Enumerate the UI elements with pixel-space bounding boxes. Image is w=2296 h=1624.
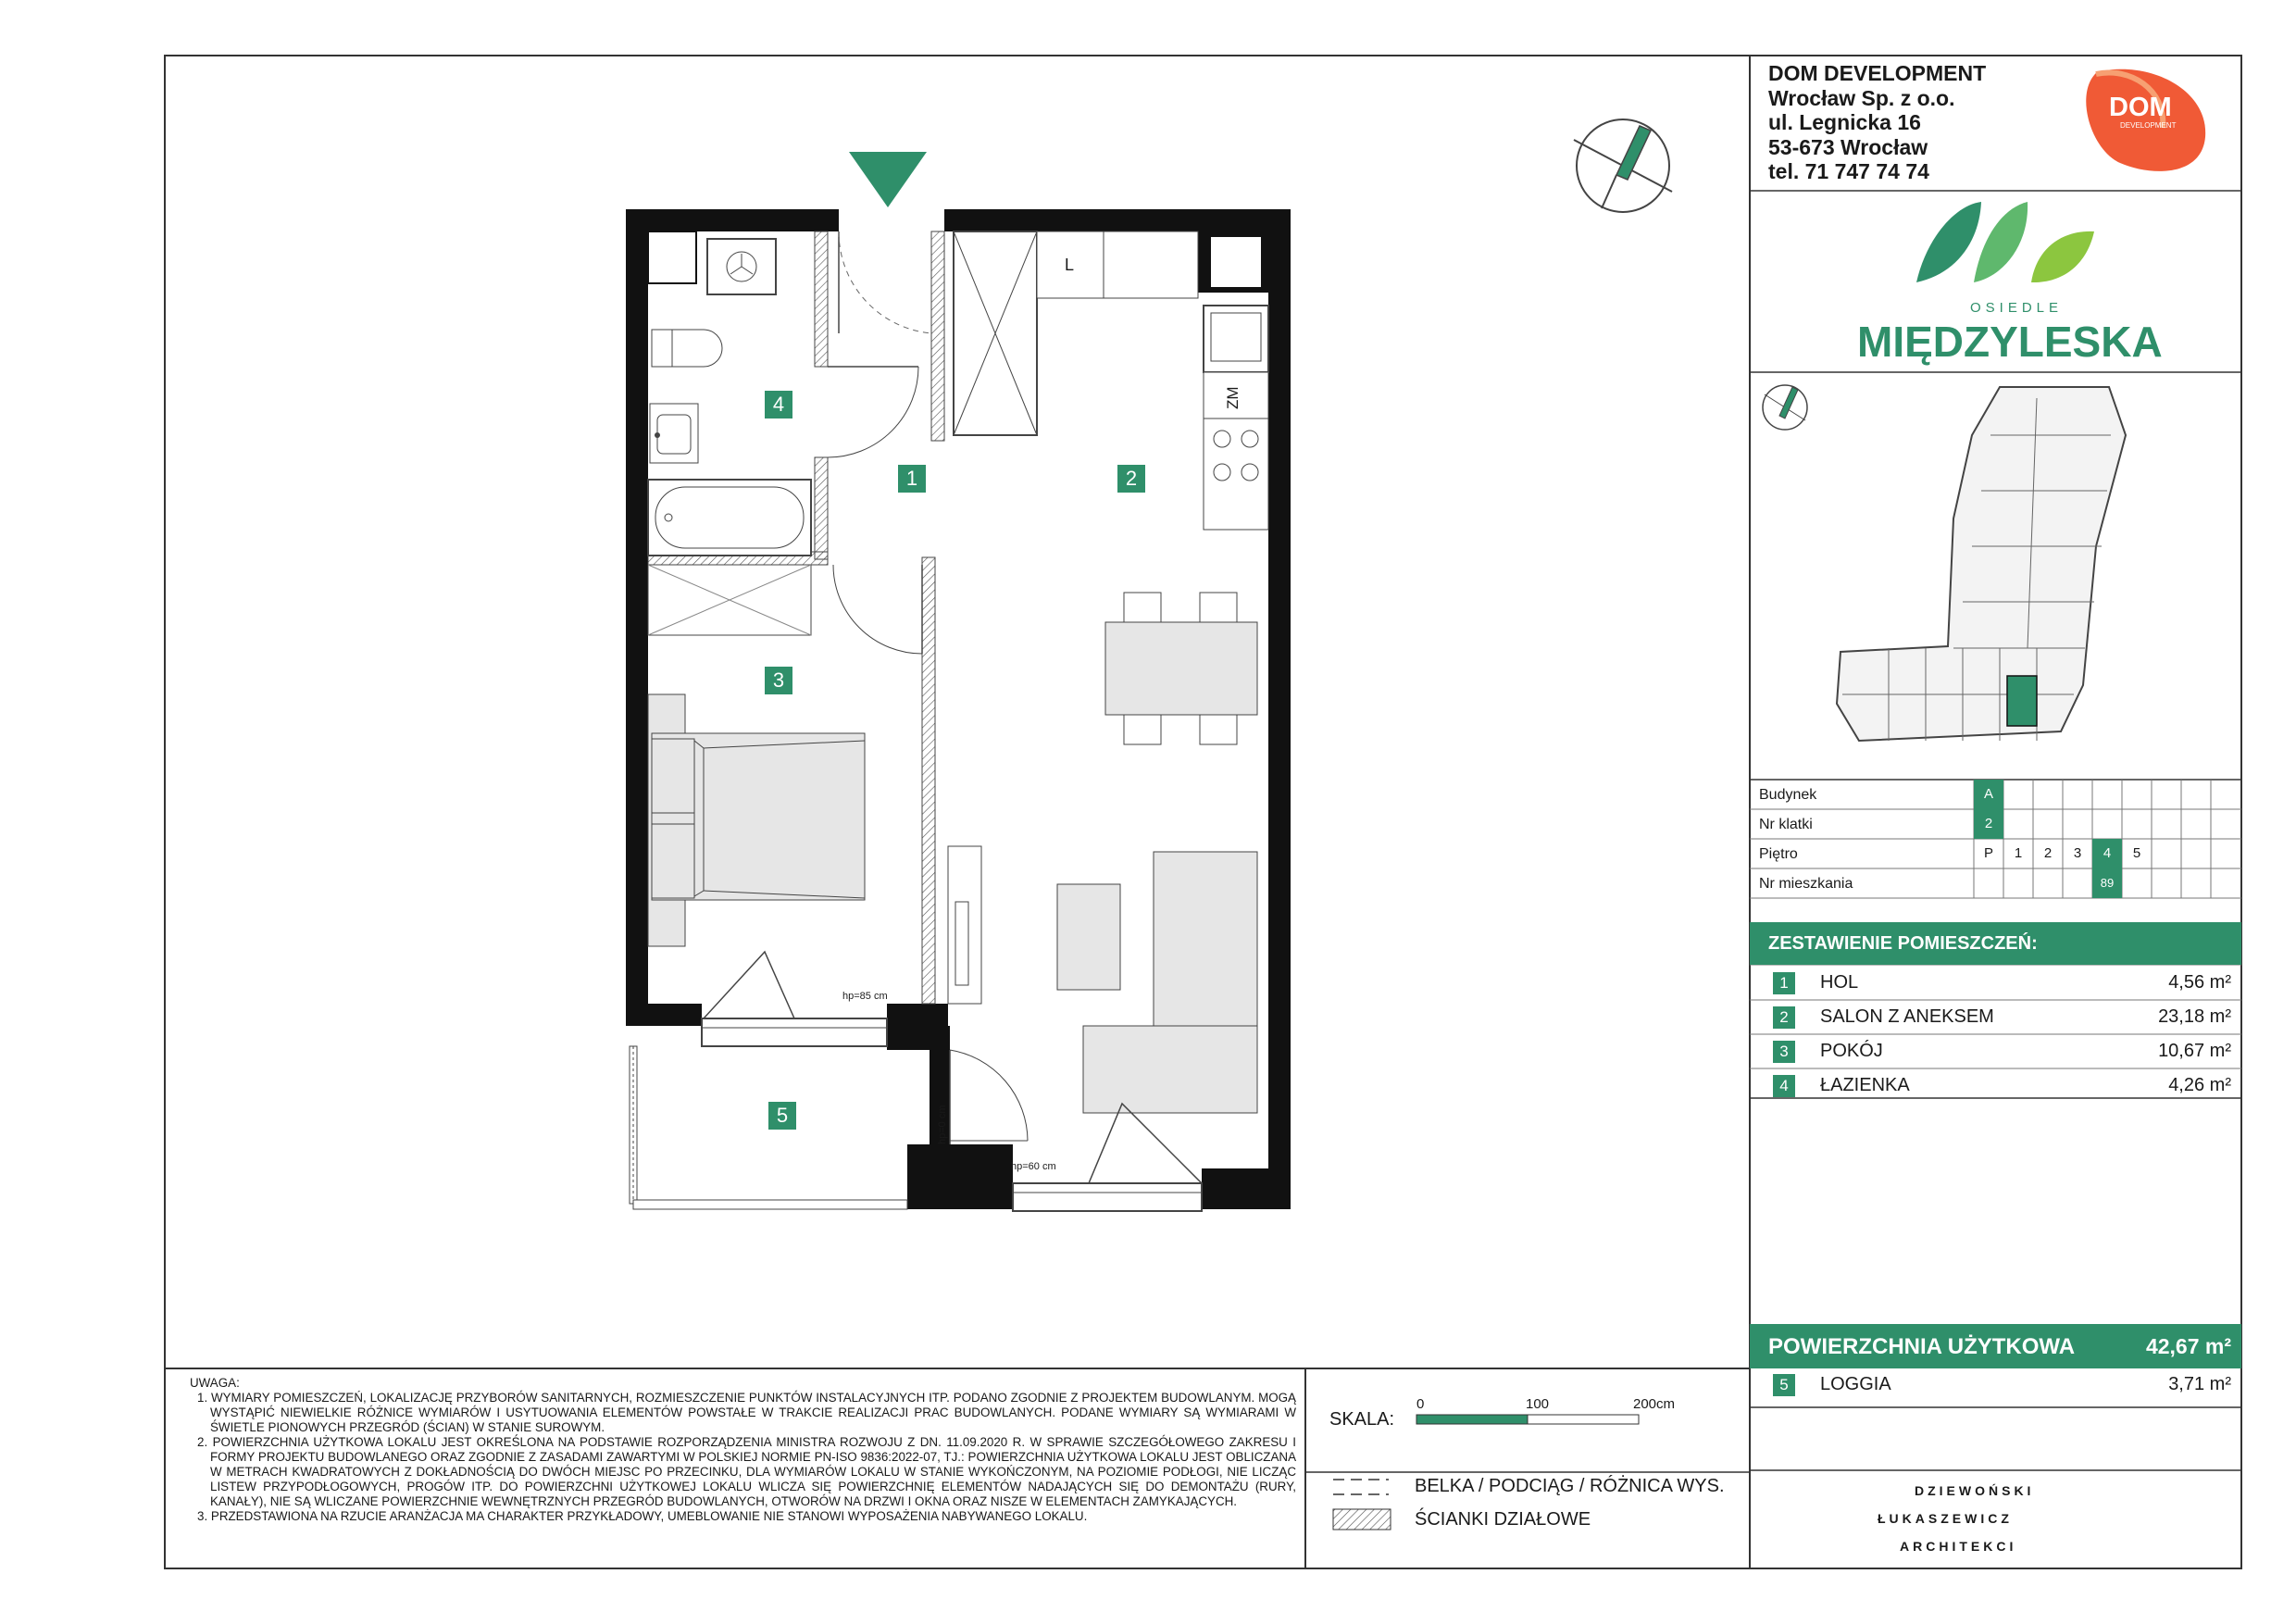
scale-label: SKALA: [1329, 1409, 1395, 1430]
room-name: HOL [1820, 972, 1859, 993]
room-area: 23,18 m² [2158, 1006, 2231, 1027]
note-item: 3. PRZEDSTAWIONA NA RZUCIE ARANŻACJA MA CHARAKTER PRZYKŁADOWY, UMEBLOWANIE NIE STANOWI WYPOSAŻENIA NABYWANEGO LOKALU. [197, 1509, 1088, 1523]
info-row-building [1750, 780, 2240, 809]
staircase-value: 2 [1974, 809, 2003, 839]
estate-name: MIĘDZYLESKA [1857, 318, 2163, 366]
room-number: 1 [1773, 972, 1795, 994]
company-street: ul. Legnicka 16 [1768, 110, 1921, 134]
dishwasher-label: ZM [1224, 386, 1242, 409]
sill-height-loggia-door: hp=0 cm [937, 1105, 948, 1144]
loggia-number: 5 [1773, 1374, 1795, 1396]
loggia-area: 3,71 m² [2168, 1374, 2231, 1394]
room-name: POKÓJ [1820, 1041, 1883, 1061]
legend-partition: ŚCIANKI DZIAŁOWE [1415, 1509, 1591, 1530]
architect-line: ŁUKASZEWICZ [1878, 1511, 2013, 1526]
room-label-1: 1 [898, 465, 926, 493]
loggia-row [1750, 1368, 2240, 1402]
floor-cell: 3 [2073, 845, 2082, 861]
room-label-3: 3 [765, 667, 792, 694]
floor-cell: 2 [2043, 845, 2053, 861]
floor-cell: 5 [2132, 845, 2141, 861]
info-row-floor [1750, 839, 2240, 868]
room-name: SALON Z ANEKSEM [1820, 1006, 1994, 1027]
key-plan [1763, 385, 2126, 741]
architect-line: DZIEWOŃSKI [1915, 1483, 2035, 1498]
note-item: 1. WYMIARY POMIESZCZEŃ, LOKALIZACJĘ PRZYBORÓW SANITARNYCH, ROZMIESZCZENIE PUNKTÓW INSTALACYJNYCH ITP. PODANO ZGODNIE Z PROJEKTEM BUDOWLANYM. MOGĄ WYSTĄPIĆ NIEWIELKIE RÓŻNICE WYMIARÓW I USYTUOWANIA ELEMENTÓW POWSTAŁE W TRAKCIE REALIZACJI PRAC BUDOWLANYCH. PODANE WYMIARY SĄ WYMIARAMI W ŚWIETLE PIONOWYCH PRZEGRÓD (ŚCIAN) W STANIE SUROWYM. [197, 1391, 1296, 1434]
room-row [1750, 1069, 2240, 1103]
building-value: A [1974, 780, 2003, 809]
building-label: Budynek [1759, 787, 1817, 803]
company-name: DOM DEVELOPMENT [1768, 61, 1987, 85]
room-area: 10,67 m² [2158, 1041, 2231, 1061]
room-row [1750, 967, 2240, 1000]
company-entity: Wrocław Sp. z o.o. [1768, 85, 1955, 110]
notes-title: UWAGA: [190, 1376, 240, 1390]
scale-tick-0: 0 [1416, 1396, 1425, 1412]
apartment-number-label: Nr mieszkania [1759, 876, 1853, 892]
floor-cell: P [1983, 845, 1993, 861]
usable-area-label: POWIERZCHNIA UŻYTKOWA [1768, 1334, 2076, 1359]
entrance-arrow-icon [849, 152, 927, 207]
company-logo-subtext: DEVELOPMENT [2120, 121, 2177, 130]
company-logo-text: DOM [2109, 93, 2172, 122]
architect-line: ARCHITEKCI [1900, 1539, 2017, 1554]
north-arrow-icon [1574, 119, 1672, 212]
room-label-5: 5 [768, 1102, 796, 1130]
company-phone: tel. 71 747 74 74 [1768, 159, 1929, 183]
room-row [1750, 1001, 2240, 1034]
sill-height-bedroom: hp=85 cm [842, 991, 888, 1002]
room-number: 3 [1773, 1041, 1795, 1063]
note-item: 2. POWIERZCHNIA UŻYTKOWA LOKALU JEST OKREŚLONA NA PODSTAWIE ROZPORZĄDZENIA MINISTRA ROZWOJU Z DN. 11.09.2020 R. W SPRAWIE SZCZEGÓŁOWEGO ZAKRESU I FORMY PROJEKTU BUDOWLANEGO ORAZ ZGODNIE Z ZASADAMI ZAWARTYMI W POLSKIEJ NORMIE PN-ISO 9836:2022-07, TJ.: POWIERZCHNIA UŻYTKOWA LOKALU JEST OBLICZANA W METRACH KWADRATOWYCH Z DOKŁADNOŚCIĄ DO DWÓCH MIEJSC PO PRZECINKU, DLA WYMIARÓW LOKALU W STANIE WYKOŃCZONYM, NA POZIOMIE PODŁOGI, NIE LICZĄC LISTEW PRZYPODŁOGOWYCH, PROGÓW ITP. DO POWIERZCHNI UŻYTKOWEJ LOKALU WLICZA SIĘ POWIERZCHNIĘ ELEMENTÓW NADAJĄCYCH SIĘ DO DEMONTAŻU (RURY, KANAŁY), NIE SĄ WLICZANE POWIERZCHNIE WEWNĘTRZNYCH PRZEGRÓD BUDOWLANYCH, OTWORÓW NA DRZWI I OKNA ORAZ NISZE W ELEMENTACH ZAMYKAJĄCYCH. [197, 1435, 1296, 1508]
fridge-label: L [1065, 256, 1075, 274]
room-table-header: ZESTAWIENIE POMIESZCZEŃ: [1768, 933, 2038, 954]
floor-cell: 1 [2014, 845, 2023, 861]
info-row-apartment [1750, 868, 2240, 898]
estate-logo-icon [1916, 202, 2094, 282]
info-row-staircase [1750, 809, 2240, 839]
apartment-number-value: 89 [2092, 868, 2122, 898]
staircase-label: Nr klatki [1759, 817, 1813, 832]
room-row [1750, 1035, 2240, 1068]
room-area: 4,26 m² [2168, 1075, 2231, 1095]
sill-height-living: hp=60 cm [1011, 1161, 1056, 1172]
company-info [1768, 61, 1986, 184]
room-number: 4 [1773, 1075, 1795, 1097]
legend-beam: BELKA / PODCIĄG / RÓŻNICA WYS. [1415, 1476, 1725, 1496]
estate-prefix: OSIEDLE [1969, 300, 2064, 316]
company-city: 53-673 Wrocław [1768, 134, 1928, 159]
room-label-2: 2 [1117, 465, 1145, 493]
floor-label: Piętro [1759, 846, 1798, 862]
usable-area-value: 42,67 m² [2145, 1334, 2231, 1358]
loggia-name: LOGGIA [1820, 1374, 1891, 1394]
room-label-4: 4 [765, 391, 792, 418]
notes [190, 1376, 1296, 1524]
apartment-floor-plan [626, 209, 1291, 1211]
room-area: 4,56 m² [2168, 972, 2231, 993]
scale-tick-100: 100 [1526, 1396, 1550, 1412]
scale-tick-200: 200cm [1633, 1396, 1676, 1412]
floor-cell-active: 4 [2092, 839, 2122, 868]
room-number: 2 [1773, 1006, 1795, 1029]
room-name: ŁAZIENKA [1820, 1075, 1910, 1095]
